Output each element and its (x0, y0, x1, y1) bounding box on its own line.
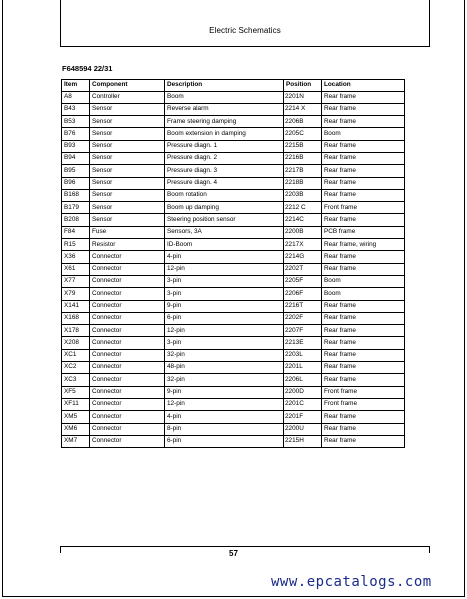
column-header-description: Description (165, 80, 284, 92)
cell-component: Sensor (90, 177, 165, 189)
cell-location: Rear frame (322, 349, 405, 361)
table-row (62, 288, 405, 300)
cell-position: 2215B (284, 140, 322, 152)
cell-position: 2201N (284, 91, 322, 103)
table-row (62, 312, 405, 324)
cell-position: 2202T (284, 263, 322, 275)
cell-item: XM7 (62, 435, 90, 447)
cell-location: Front frame (322, 202, 405, 214)
cell-location: Rear frame (322, 165, 405, 177)
table-row (62, 239, 405, 251)
cell-location: Rear frame (322, 411, 405, 423)
cell-item: R15 (62, 239, 90, 251)
cell-component: Connector (90, 362, 165, 374)
footer-divider (60, 546, 430, 547)
cell-item: XC2 (62, 362, 90, 374)
table-row (62, 349, 405, 361)
cell-description: Sensors, 3A (165, 226, 284, 238)
cell-component: Sensor (90, 165, 165, 177)
cell-location: Rear frame (322, 325, 405, 337)
cell-description: 3-pin (165, 288, 284, 300)
cell-item: B95 (62, 165, 90, 177)
cell-component: Sensor (90, 116, 165, 128)
cell-description: Pressure diagn. 1 (165, 140, 284, 152)
cell-description: 3-pin (165, 275, 284, 287)
table-body (62, 91, 405, 448)
cell-position: 2206F (284, 288, 322, 300)
watermark-link[interactable]: www.epcatalogs.com (271, 574, 432, 590)
cell-position: 2201C (284, 398, 322, 410)
cell-item: X79 (62, 288, 90, 300)
cell-item: X208 (62, 337, 90, 349)
cell-component: Sensor (90, 189, 165, 201)
cell-item: X36 (62, 251, 90, 263)
cell-position: 2203B (284, 189, 322, 201)
cell-description: 32-pin (165, 349, 284, 361)
cell-component: Connector (90, 300, 165, 312)
cell-description: 4-pin (165, 251, 284, 263)
cell-location: Rear frame (322, 423, 405, 435)
column-header-component: Component (90, 80, 165, 92)
cell-description: Pressure diagn. 4 (165, 177, 284, 189)
table-row (62, 189, 405, 201)
cell-item: XM6 (62, 423, 90, 435)
cell-item: F84 (62, 226, 90, 238)
table-row (62, 103, 405, 115)
table-row (62, 263, 405, 275)
cell-component: Connector (90, 325, 165, 337)
cell-location: Rear frame (322, 152, 405, 164)
cell-location: Front frame (322, 386, 405, 398)
cell-location: Rear frame (322, 263, 405, 275)
cell-location: Rear frame (322, 189, 405, 201)
cell-component: Connector (90, 374, 165, 386)
cell-location: Rear frame (322, 214, 405, 226)
cell-item: XC1 (62, 349, 90, 361)
cell-description: 48-pin (165, 362, 284, 374)
table-row (62, 177, 405, 189)
cell-description: Boom extension in damping (165, 128, 284, 140)
table-row (62, 435, 405, 447)
cell-location: Rear frame (322, 312, 405, 324)
cell-component: Connector (90, 263, 165, 275)
table-row (62, 398, 405, 410)
cell-component: Fuse (90, 226, 165, 238)
cell-component: Connector (90, 386, 165, 398)
cell-location: Rear frame (322, 177, 405, 189)
cell-location: Rear frame (322, 300, 405, 312)
cell-item: XC3 (62, 374, 90, 386)
cell-description: Frame steering damping (165, 116, 284, 128)
cell-component: Sensor (90, 103, 165, 115)
cell-description: 6-pin (165, 312, 284, 324)
cell-item: XF5 (62, 386, 90, 398)
cell-item: B208 (62, 214, 90, 226)
table-row (62, 300, 405, 312)
cell-position: 2216B (284, 152, 322, 164)
cell-description: 9-pin (165, 386, 284, 398)
cell-item: XM5 (62, 411, 90, 423)
cell-component: Connector (90, 349, 165, 361)
cell-location: Boom (322, 275, 405, 287)
cell-description: Pressure diagn. 2 (165, 152, 284, 164)
cell-position: 2218B (284, 177, 322, 189)
cell-component: Connector (90, 288, 165, 300)
cell-position: 2207F (284, 325, 322, 337)
cell-description: ID-Boom (165, 239, 284, 251)
cell-position: 2217B (284, 165, 322, 177)
table-row (62, 165, 405, 177)
cell-position: 2203L (284, 349, 322, 361)
cell-description: 6-pin (165, 435, 284, 447)
cell-description: 3-pin (165, 337, 284, 349)
cell-position: 2214G (284, 251, 322, 263)
page-number: 57 (229, 549, 238, 558)
table-row (62, 362, 405, 374)
cell-component: Connector (90, 435, 165, 447)
cell-description: 12-pin (165, 398, 284, 410)
column-header-location: Location (322, 80, 405, 92)
cell-position: 2212 C (284, 202, 322, 214)
cell-component: Sensor (90, 128, 165, 140)
cell-item: B168 (62, 189, 90, 201)
cell-item: B53 (62, 116, 90, 128)
cell-location: Rear frame (322, 362, 405, 374)
cell-component: Sensor (90, 140, 165, 152)
cell-description: Pressure diagn. 3 (165, 165, 284, 177)
table-row (62, 128, 405, 140)
table-row (62, 275, 405, 287)
cell-location: Rear frame (322, 337, 405, 349)
cell-item: B76 (62, 128, 90, 140)
cell-location: Rear frame (322, 116, 405, 128)
cell-position: 2215H (284, 435, 322, 447)
cell-position: 2205C (284, 128, 322, 140)
column-header-position: Position (284, 80, 322, 92)
cell-description: 12-pin (165, 325, 284, 337)
table-row (62, 202, 405, 214)
table-row (62, 140, 405, 152)
cell-location: Rear frame (322, 103, 405, 115)
cell-description: 9-pin (165, 300, 284, 312)
cell-position: 2200D (284, 386, 322, 398)
table-row (62, 411, 405, 423)
cell-position: 2201F (284, 411, 322, 423)
table-row (62, 337, 405, 349)
cell-location: Rear frame (322, 251, 405, 263)
cell-position: 2213E (284, 337, 322, 349)
cell-description: Reverse alarm (165, 103, 284, 115)
cell-item: B96 (62, 177, 90, 189)
cell-component: Connector (90, 398, 165, 410)
cell-component: Connector (90, 337, 165, 349)
cell-description: 4-pin (165, 411, 284, 423)
cell-item: X61 (62, 263, 90, 275)
cell-position: 2206B (284, 116, 322, 128)
cell-position: 2214 X (284, 103, 322, 115)
cell-item: B179 (62, 202, 90, 214)
cell-item: XF11 (62, 398, 90, 410)
cell-component: Connector (90, 251, 165, 263)
cell-location: Rear frame (322, 91, 405, 103)
cell-position: 2205F (284, 275, 322, 287)
cell-location: Rear frame, wiring (322, 239, 405, 251)
page-title: Electric Schematics (209, 26, 281, 35)
table-header-row (62, 80, 405, 92)
cell-item: X77 (62, 275, 90, 287)
cell-position: 2217X (284, 239, 322, 251)
cell-component: Connector (90, 312, 165, 324)
cell-description: 12-pin (165, 263, 284, 275)
table-row (62, 325, 405, 337)
cell-component: Controller (90, 91, 165, 103)
cell-position: 2200B (284, 226, 322, 238)
table-row (62, 386, 405, 398)
cell-component: Connector (90, 411, 165, 423)
cell-item: X168 (62, 312, 90, 324)
table-row (62, 91, 405, 103)
cell-position: 2200U (284, 423, 322, 435)
table-row (62, 226, 405, 238)
cell-item: B94 (62, 152, 90, 164)
cell-location: PCB frame (322, 226, 405, 238)
cell-item: B93 (62, 140, 90, 152)
component-table (61, 79, 405, 448)
cell-item: X141 (62, 300, 90, 312)
cell-component: Sensor (90, 152, 165, 164)
cell-description: Boom (165, 91, 284, 103)
table-row (62, 423, 405, 435)
cell-description: 8-pin (165, 423, 284, 435)
cell-location: Rear frame (322, 140, 405, 152)
cell-component: Resistor (90, 239, 165, 251)
table-row (62, 374, 405, 386)
cell-location: Rear frame (322, 374, 405, 386)
cell-location: Rear frame (322, 435, 405, 447)
cell-position: 2202F (284, 312, 322, 324)
cell-location: Boom (322, 288, 405, 300)
cell-description: 32-pin (165, 374, 284, 386)
header-box (60, 0, 430, 47)
table-row (62, 152, 405, 164)
cell-description: Boom up damping (165, 202, 284, 214)
column-header-item: Item (62, 80, 90, 92)
cell-location: Front frame (322, 398, 405, 410)
cell-position: 2214C (284, 214, 322, 226)
table-row (62, 116, 405, 128)
cell-item: B43 (62, 103, 90, 115)
table-row (62, 214, 405, 226)
cell-component: Connector (90, 275, 165, 287)
table-row (62, 251, 405, 263)
cell-location: Boom (322, 128, 405, 140)
cell-position: 2201L (284, 362, 322, 374)
cell-component: Sensor (90, 202, 165, 214)
cell-description: Steering position sensor (165, 214, 284, 226)
cell-component: Connector (90, 423, 165, 435)
cell-item: X178 (62, 325, 90, 337)
cell-item: A8 (62, 91, 90, 103)
cell-position: 2216T (284, 300, 322, 312)
cell-component: Sensor (90, 214, 165, 226)
document-id: F648594 22/31 (62, 64, 113, 73)
cell-description: Boom rotation (165, 189, 284, 201)
cell-position: 2206L (284, 374, 322, 386)
